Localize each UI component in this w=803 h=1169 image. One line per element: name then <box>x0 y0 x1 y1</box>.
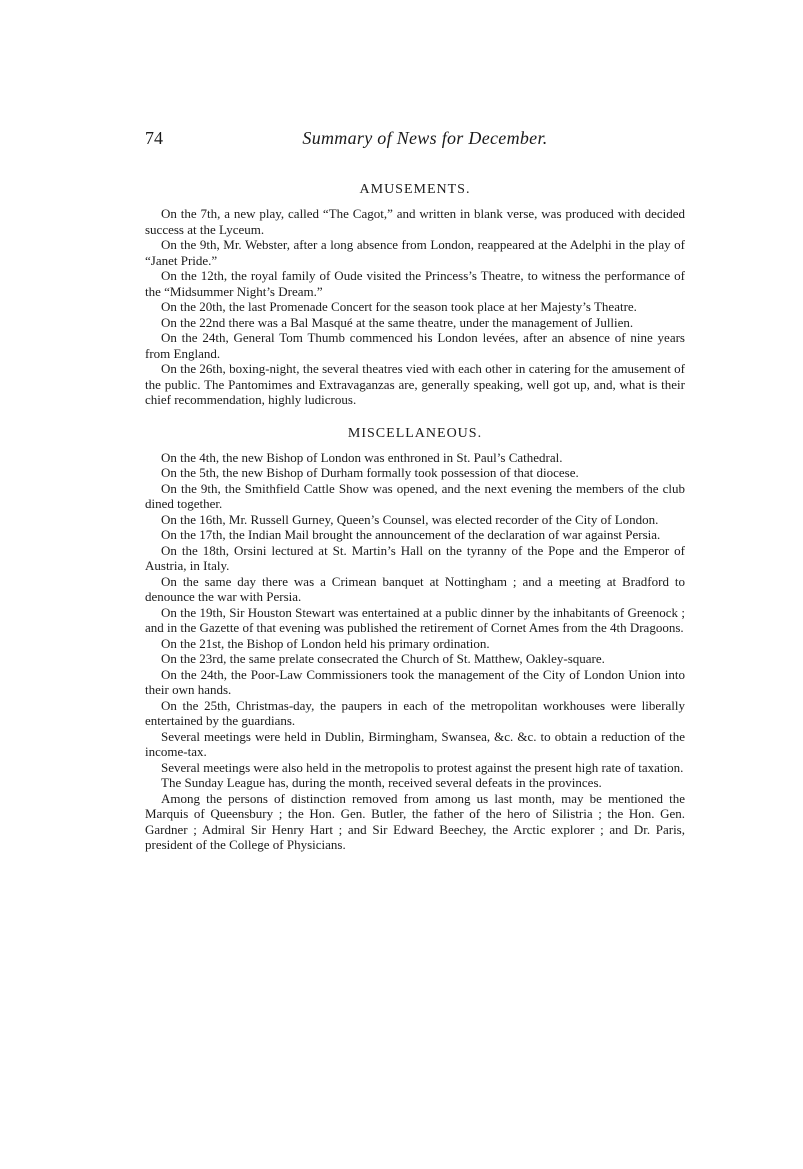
paragraph: The Sunday League has, during the month, received several defeats in the provinces. <box>161 775 602 790</box>
book-page <box>145 128 685 853</box>
paragraph: On the 24th, the Poor-Law Commissioners took the management of the City of London Union into their own hands. <box>145 666 685 697</box>
amusements-heading: AMUSEMENTS. <box>359 182 471 197</box>
paragraph: On the 22nd there was a Bal Masqué at the same theatre, under the management of Jullien. <box>161 314 634 330</box>
paragraph: On the 19th, Sir Houston Stewart was entertained at a public dinner by the inhabitants of Greenock ; and in the Gazette of that evening was published the retirement of Cornet Ames from the 4th Dragoons. <box>145 604 685 635</box>
running-head <box>145 128 685 154</box>
running-title: Summary of News for December. <box>302 128 548 148</box>
paragraph: On the 18th, Orsini lectured at St. Martin’s Hall on the tyranny of the Pope and the Emperor of Austria, in Italy. <box>145 542 685 573</box>
paragraph: On the 16th, Mr. Russell Gurney, Queen’s Counsel, was elected recorder of the City of London. <box>161 511 659 527</box>
paragraph: On the 24th, General Tom Thumb commenced his London levées, after an absence of nine years from England. <box>145 330 685 361</box>
miscellaneous-section <box>145 450 685 853</box>
paragraph: On the 20th, the last Promenade Concert for the season took place at her Majesty’s Theatre. <box>161 299 637 314</box>
paragraph: On the 9th, Mr. Webster, after a long absence from London, reappeared at the Adelphi in the play of “Janet Pride.” <box>145 237 685 268</box>
paragraph: On the 12th, the royal family of Oude visited the Princess’s Theatre, to witness the performance of the “Midsummer Night’s Dream.” <box>145 268 685 299</box>
paragraph: On the 25th, Christmas-day, the paupers in each of the metropolitan workhouses were liberally entertained by the guardians. <box>145 697 685 728</box>
paragraph: On the 7th, a new play, called “The Cagot,” and written in blank verse, was produced with decided success at the Lyceum. <box>145 206 685 237</box>
paragraph: On the 17th, the Indian Mail brought the announcement of the declaration of war against Persia. <box>161 527 661 542</box>
miscellaneous-heading: MISCELLANEOUS. <box>347 425 483 441</box>
amusements-section <box>145 206 685 408</box>
paragraph: Several meetings were also held in the metropolis to protest against the present high rate of taxation. <box>161 759 684 775</box>
page-number: 74 <box>145 128 163 148</box>
paragraph: On the 23rd, the same prelate consecrated the Church of St. Matthew, Oakley-square. <box>161 651 605 666</box>
paragraph: On the same day there was a Crimean banquet at Nottingham ; and a meeting at Bradford to denounce the war with Persia. <box>145 573 685 604</box>
paragraph: On the 26th, boxing-night, the several theatres vied with each other in catering for the amusement of the public. The Pantomimes and Extravaganzas are, generally speaking, well got up, and, what is their chief recommendation, highly ludicrous. <box>145 361 685 407</box>
paragraph: On the 5th, the new Bishop of Durham formally took possession of that diocese. <box>161 465 579 480</box>
paragraph: Several meetings were held in Dublin, Birmingham, Swansea, &c. &c. to obtain a reduction of the income-tax. <box>145 728 685 759</box>
paragraph: On the 4th, the new Bishop of London was enthroned in St. Paul’s Cathedral. <box>161 449 563 465</box>
paragraph: Among the persons of distinction removed from among us last month, may be mentioned the Marquis of Queensbury ; the Hon. Gen. Butler, the father of the hero of Silistria ; the Hon. Gen. Gardner ; Admiral Sir Henry Hart ; and Sir Edward Beechey, the Arctic explorer ; and Dr. Paris, president of the College of Physicians. <box>145 790 685 852</box>
paragraph: On the 9th, the Smithfield Cattle Show was opened, and the next evening the members of the club dined together. <box>145 480 685 511</box>
paragraph: On the 21st, the Bishop of London held his primary ordination. <box>161 635 490 651</box>
